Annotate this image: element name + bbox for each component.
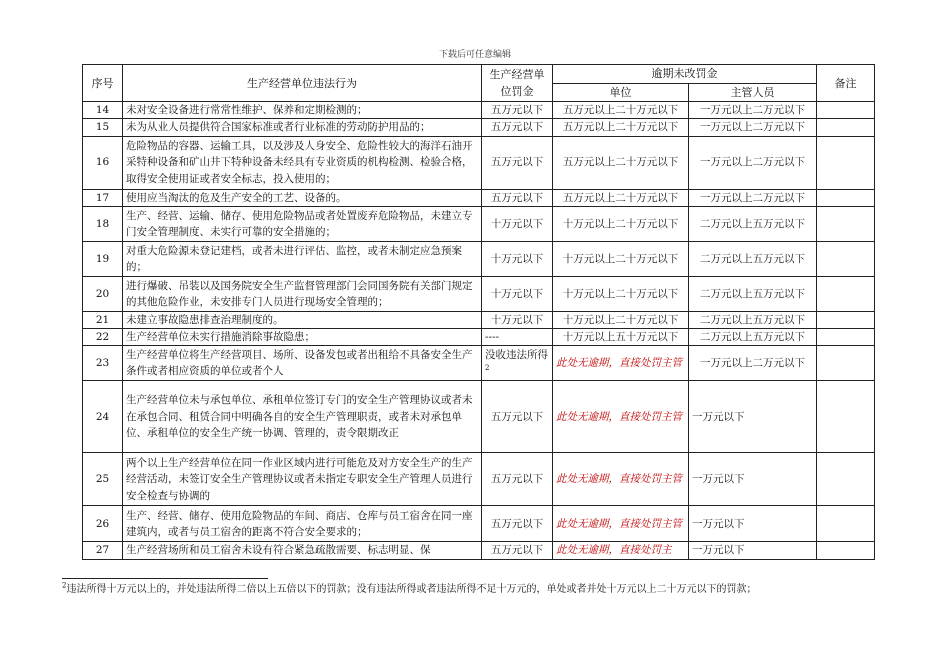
footnote-separator (62, 578, 268, 579)
row-fine (482, 346, 553, 381)
header-overdue: 逾期未改罚金 (553, 65, 817, 84)
table-row (83, 206, 875, 241)
row-remark (817, 189, 875, 206)
row-fine: 五万元以下 (482, 381, 553, 453)
row-manager-fine: 二万元以上五万元以下 (689, 241, 817, 276)
row-remark (817, 506, 875, 542)
row-manager-fine: 二万元以上五万元以下 (689, 329, 817, 346)
header-behavior: 生产经营单位违法行为 (123, 65, 482, 102)
row-fine: 五万元以下 (482, 542, 553, 559)
row-manager-fine: 二万元以上五万元以下 (689, 206, 817, 241)
row-manager-fine: 一万元以上二万元以下 (689, 346, 817, 381)
row-manager-fine: 一万元以上二万元以下 (689, 136, 817, 189)
row-fine: 五万元以下 (482, 189, 553, 206)
row-fine: ---- (482, 329, 553, 346)
row-no: 16 (83, 136, 123, 189)
row-behavior: 两个以上生产经营单位在同一作业区域内进行可能危及对方安全生产的生产经营活动，未签订安全生产管理协议或者未指定专职安全生产管理人员进行安全检查与协调的 (123, 453, 482, 506)
row-behavior: 进行爆破、吊装以及国务院安全生产监督管理部门会同国务院有关部门规定的其他危险作业，未安排专门人员进行现场安全管理的； (123, 276, 482, 311)
header-note: 下载后可任意编辑 (438, 50, 511, 60)
row-fine: 五万元以下 (482, 453, 553, 506)
row-unit-fine: 此处无逾期，直接处罚主 (553, 542, 689, 559)
table-row (83, 346, 875, 381)
table-row (83, 381, 875, 453)
row-manager-fine: 一万元以上二万元以下 (689, 189, 817, 206)
footnote (62, 580, 942, 595)
row-remark (817, 206, 875, 241)
row-remark (817, 453, 875, 506)
row-no: 18 (83, 206, 123, 241)
row-behavior: 未为从业人员提供符合国家标准或者行业标准的劳动防护用品的； (123, 119, 482, 136)
row-remark (817, 381, 875, 453)
row-manager-fine: 一万元以下 (689, 453, 817, 506)
header-seq: 序号 (83, 65, 123, 102)
row-remark (817, 542, 875, 559)
header-fine: 生产经营单位罚金 (482, 65, 553, 102)
table-row (83, 311, 875, 328)
row-fine: 五万元以下 (482, 506, 553, 542)
row-no: 14 (83, 102, 123, 119)
row-no: 15 (83, 119, 123, 136)
row-remark (817, 276, 875, 311)
row-no: 21 (83, 311, 123, 328)
row-remark (817, 102, 875, 119)
row-no: 17 (83, 189, 123, 206)
row-fine: 五万元以下 (482, 102, 553, 119)
row-manager-fine: 一万元以下 (689, 506, 817, 542)
row-unit-fine: 五万元以上二十万元以下 (553, 119, 689, 136)
row-manager-fine: 二万元以上五万元以下 (689, 311, 817, 328)
header-remark: 备注 (817, 65, 875, 102)
row-unit-fine: 此处无逾期，直接处罚主管 (553, 506, 689, 542)
row-remark (817, 346, 875, 381)
row-behavior: 使用应当淘汰的危及生产安全的工艺、设备的。 (123, 189, 482, 206)
row-behavior: 未对安全设备进行常常性维护、保养和定期检测的； (123, 102, 482, 119)
table-row (83, 119, 875, 136)
row-behavior: 对重大危险源未登记建档，或者未进行评估、监控，或者未制定应急预案的； (123, 241, 482, 276)
row-behavior: 生产经营单位未与承包单位、承租单位签订专门的安全生产管理协议或者未在承包合同、租赁合同中明确各自的安全生产管理职责，或者未对承包单位、承租单位的安全生产统一协调、管理的，责令限期改正 (123, 381, 482, 453)
row-no: 20 (83, 276, 123, 311)
row-no: 26 (83, 506, 123, 542)
row-behavior: 生产、经营、储存、使用危险物品的车间、商店、仓库与员工宿舍在同一座建筑内，或者与员工宿舍的距离不符合安全要求的； (123, 506, 482, 542)
row-manager-fine: 二万元以上五万元以下 (689, 276, 817, 311)
footnote-text: 违法所得十万元以上的，并处违法所得二倍以上五倍以下的罚款；没有违法所得或者违法所得不足十万元的，单处或者并处十万元以上二十万元以下的罚款； (66, 584, 757, 595)
row-unit-fine: 十万元以上二十万元以下 (553, 276, 689, 311)
row-unit-fine: 十万元以上二十万元以下 (553, 311, 689, 328)
row-fine: 五万元以下 (482, 136, 553, 189)
row-manager-fine: 一万元以上二万元以下 (689, 102, 817, 119)
table-row (83, 453, 875, 506)
row-manager-fine: 一万元以下 (689, 381, 817, 453)
row-manager-fine: 一万元以上二万元以下 (689, 119, 817, 136)
row-fine-text: 没收违法所得 (485, 348, 548, 361)
header-manager: 主管人员 (689, 84, 817, 102)
row-unit-fine: 五万元以上二十万元以下 (553, 102, 689, 119)
row-unit-fine: 此处无逾期，直接处罚主管 (553, 453, 689, 506)
row-unit-fine: 此处无逾期，直接处罚主管 (553, 346, 689, 381)
row-remark (817, 119, 875, 136)
row-no: 27 (83, 542, 123, 559)
row-behavior: 生产经营单位将生产经营项目、场所、设备发包或者出租给不具备安全生产条件或者相应资质的单位或者个人 (123, 346, 482, 381)
footnote-mark: 2 (62, 581, 67, 590)
row-remark (817, 136, 875, 189)
table-row (83, 102, 875, 119)
row-unit-fine: 十万元以上二十万元以下 (553, 241, 689, 276)
row-remark (817, 311, 875, 328)
row-no: 25 (83, 453, 123, 506)
footnote-ref: 2 (485, 364, 490, 373)
table-row (83, 329, 875, 346)
row-behavior: 生产经营场所和员工宿舍未设有符合紧急疏散需要、标志明显、保 (123, 542, 482, 559)
row-unit-fine: 五万元以上二十万元以下 (553, 136, 689, 189)
row-behavior: 危险物品的容器、运输工具，以及涉及人身安全、危险性较大的海洋石油开采特种设备和矿山井下特种设备未经具有专业资质的机构检测、检验合格，取得安全使用证或者安全标志，投入使用的； (123, 136, 482, 189)
row-no: 22 (83, 329, 123, 346)
table-row (83, 136, 875, 189)
row-behavior: 生产经营单位未实行措施消除事故隐患； (123, 329, 482, 346)
row-manager-fine: 一万元以下 (689, 542, 817, 559)
row-unit-fine: 五万元以上二十万元以下 (553, 189, 689, 206)
table-row (83, 241, 875, 276)
row-remark (817, 329, 875, 346)
row-fine: 十万元以下 (482, 241, 553, 276)
penalty-table (82, 64, 875, 560)
row-no: 19 (83, 241, 123, 276)
row-remark (817, 241, 875, 276)
row-behavior: 未建立事故隐患排查治理制度的。 (123, 311, 482, 328)
row-fine: 五万元以下 (482, 119, 553, 136)
row-fine: 十万元以下 (482, 206, 553, 241)
row-unit-fine: 十万元以上二十万元以下 (553, 206, 689, 241)
header-unit: 单位 (553, 84, 689, 102)
table-row (83, 506, 875, 542)
row-unit-fine: 此处无逾期，直接处罚主管 (553, 381, 689, 453)
row-fine: 十万元以下 (482, 311, 553, 328)
table-row (83, 542, 875, 559)
row-behavior: 生产、经营、运输、储存、使用危险物品或者处置废弃危险物品，未建立专门安全管理制度、未实行可靠的安全措施的； (123, 206, 482, 241)
table-row (83, 276, 875, 311)
row-no: 23 (83, 346, 123, 381)
table-row (83, 189, 875, 206)
row-no: 24 (83, 381, 123, 453)
row-unit-fine: 十万元以上五十万元以下 (553, 329, 689, 346)
row-fine: 十万元以下 (482, 276, 553, 311)
